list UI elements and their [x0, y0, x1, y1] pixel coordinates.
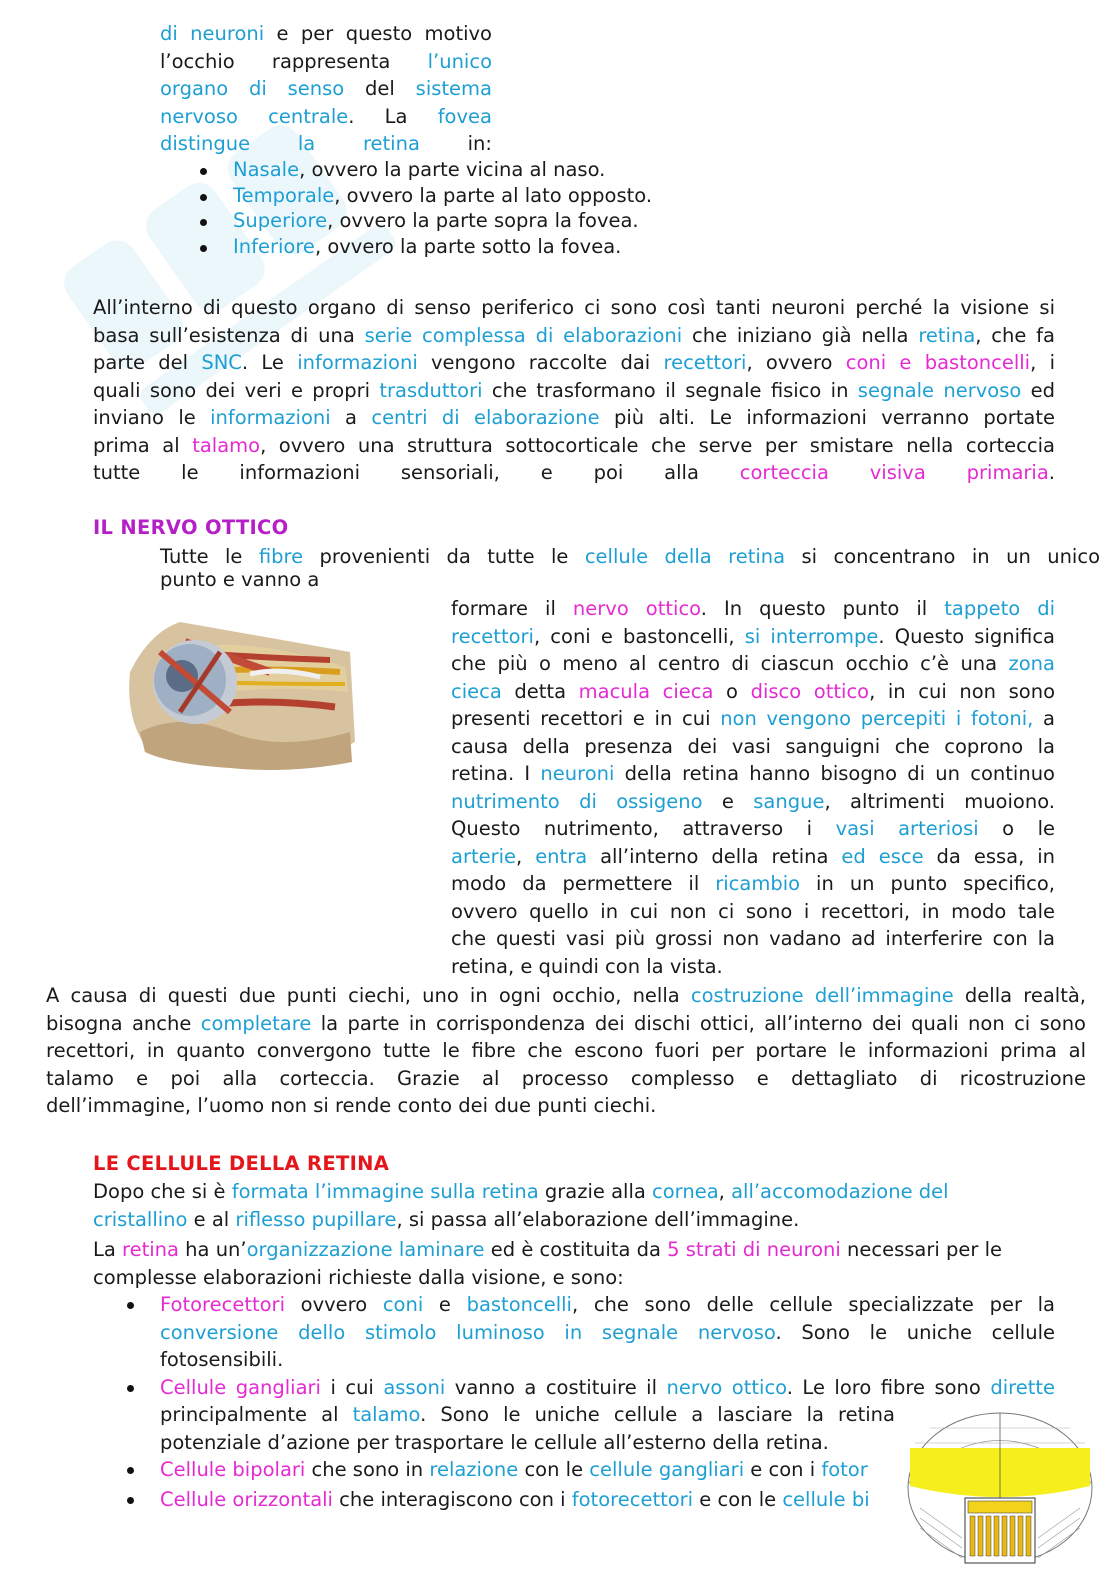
- heading-nervo-ottico: IL NERVO OTTICO: [93, 516, 289, 539]
- paragraph-visione: All’interno di questo organo di senso periferico ci sono così tanti neuroni perché la visione si basa sull’esistenza di una serie complessa di elaborazioni che iniziano già nella retina, che fa parte del SNC. Le informazioni vengono raccolte dai recettori, ovvero coni e bastoncelli, i quali sono dei veri e propri trasduttori che trasformano il segnale fisico in segnale nervoso ed inviano le informazioni a centri di elaborazione più alti. Le informazioni verranno portate prima al talamo, ovvero una struttura sottocorticale che serve per smistare nella corteccia tutte le informazioni sensoriali, e poi alla corteccia visiva primaria.: [93, 296, 1056, 484]
- cellule-intro-2: La retina ha un’organizzazione laminare ed è costituita da 5 strati di neuroni necessari per le complesse elaborazioni richieste dalla visione, e sono:: [93, 1238, 1002, 1289]
- cellule-intro-1: Dopo che si è formata l’immagine sulla retina grazie alla cornea, all’accomodazione del cristallino e al riflesso pupillare, si passa all’elaborazione dell’immagine.: [93, 1180, 949, 1231]
- intro-text: di neuroni e per questo motivo l’occhio rappresenta l’unico organo di senso del sistema nervoso centrale. La fovea distingue la retina in:: [160, 22, 492, 155]
- list-item: Nasale, ovvero la parte vicina al naso.: [233, 157, 793, 183]
- heading-cellule-retina: LE CELLULE DELLA RETINA: [93, 1152, 390, 1175]
- list-item: Superiore, ovvero la parte sopra la fovea.: [233, 208, 793, 234]
- list-item-bipolari: Cellule bipolari che sono in relazione con le cellule gangliari e con i fotor: [160, 1456, 1055, 1484]
- nervo-ottico-text: formare il nervo ottico. In questo punto il tappeto di recettori, coni e bastoncelli, si interrompe. Questo significa che più o meno al centro di ciascun occhio c’è una zona cieca detta macula cieca o disco ottico, in cui non sono presenti recettori e in cui non vengono percepiti i fotoni, a causa della presenza dei vasi sanguigni che coprono la retina. I neuroni della retina hanno bisogno di un continuo nutrimento di ossigeno e sangue, altrimenti muoiono. Questo nutrimento, attraverso i vasi arteriosi o le arterie, entra all’interno della retina ed esce da essa, in modo da permettere il ricambio in un punto specifico, ovvero quello in cui non ci sono i recettori, in modo tale che questi vasi più grossi non vadano ad interferire con la retina, e quindi con la vista.: [451, 597, 1056, 978]
- list-item: Temporale, ovvero la parte al lato opposto.: [233, 183, 793, 209]
- paragraph-punti-ciechi: A causa di questi due punti ciechi, uno in ogni occhio, nella costruzione dell’immagine della realtà, bisogna anche completare la parte in corrispondenza dei dischi ottici, all’interno dei quali non ci sono recettori, in quanto convergono tutte le fibre che escono fuori per portare le informazioni prima al talamo e poi alla corteccia. Grazie al processo complesso e dettagliato di ricostruzione dell’immagine, l’uomo non si rende conto dei due punti ciechi.: [46, 984, 1086, 1117]
- fovea-regions-list: [233, 157, 793, 259]
- list-item-fotorecettori: Fotorecettori ovvero coni e bastoncelli, che sono delle cellule specializzate per la conversione dello stimolo luminoso in segnale nervoso. Sono le uniche cellule fotosensibili.: [160, 1291, 1055, 1374]
- nervo-ottico-lead: Tutte le fibre provenienti da tutte le cellule della retina si concentrano in un unico punto e vanno a: [160, 545, 1100, 591]
- list-item-orizzontali: Cellule orizzontali che interagiscono con i fotorecettori e con le cellule bi: [160, 1486, 1055, 1514]
- eye-anatomy-image: [120, 612, 360, 772]
- list-item: Inferiore, ovvero la parte sotto la fovea.: [233, 234, 793, 260]
- retina-diagram: [900, 1408, 1100, 1568]
- list-item-gangliari: Cellule gangliari i cui assoni vanno a costituire il nervo ottico. Le loro fibre sono dirette principalmente al talamo. Sono le uniche cellule a lasciare la retina potenziale d’azione per trasportare le cellule all’esterno della retina.: [160, 1374, 1055, 1457]
